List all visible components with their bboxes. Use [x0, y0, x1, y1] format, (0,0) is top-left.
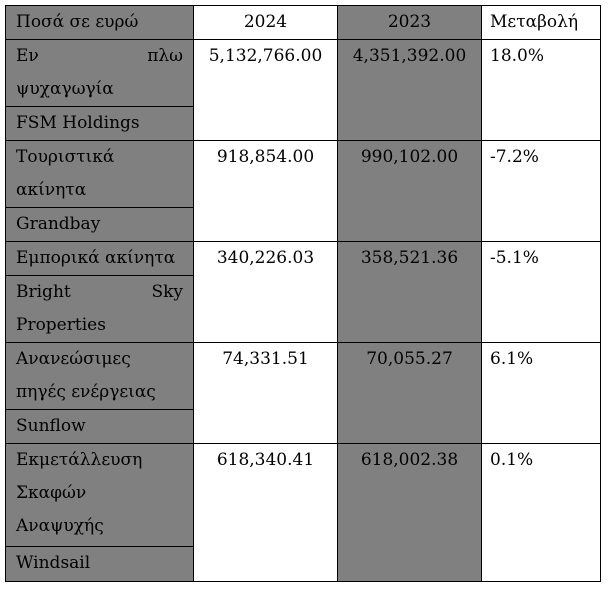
row-label-line: Εν πλω	[16, 46, 183, 66]
header-2024-cell	[193, 5, 338, 40]
header-2023-cell	[337, 5, 482, 40]
change-cell: -5.1%	[481, 241, 601, 343]
financial-table	[5, 5, 601, 582]
change-cell: 0.1%	[481, 443, 601, 582]
row-label-line: Τουριστικά	[16, 147, 115, 167]
value-2024-cell: 340,226.03	[193, 241, 338, 343]
company-name: Grandbay	[6, 207, 193, 242]
change-cell: -7.2%	[481, 140, 601, 242]
header-change-cell	[481, 5, 601, 40]
company-name-line: Properties	[16, 315, 106, 335]
value-2023-cell: 618,002.38	[337, 443, 482, 582]
row-label-cell	[5, 241, 194, 343]
value-2024-cell: 618,340.41	[193, 443, 338, 582]
row-label-cell	[5, 140, 194, 242]
value-2023-cell: 4,351,392.00	[337, 39, 482, 141]
company-name: Sunflow	[6, 409, 193, 444]
row-label-line: πηγές ενέργειας	[16, 382, 156, 402]
company-name: FSM Holdings	[6, 106, 193, 141]
row-label-cell	[5, 39, 194, 141]
row-label-line: ακίνητα	[16, 180, 87, 200]
company-name: Windsail	[6, 546, 193, 582]
value-2024-cell: 918,854.00	[193, 140, 338, 242]
row-label-line: Εκμετάλλευση	[16, 450, 143, 470]
row-label-line: Σκαφών	[16, 483, 87, 503]
row-label-cell	[5, 443, 194, 582]
value-2023-cell: 70,055.27	[337, 342, 482, 444]
row-label-line: Ανανεώσιμες	[16, 349, 131, 369]
header-change: Μεταβολή	[490, 12, 579, 32]
change-cell: 6.1%	[481, 342, 601, 444]
header-label-cell	[5, 5, 194, 40]
value-2024-cell: 74,331.51	[193, 342, 338, 444]
header-label: Ποσά σε ευρώ	[16, 12, 139, 32]
header-year-2024: 2024	[243, 12, 288, 32]
row-label-line: Εμπορικά ακίνητα	[16, 248, 176, 268]
value-2023-cell: 990,102.00	[337, 140, 482, 242]
row-label-line: Αναψυχής	[16, 516, 104, 536]
row-label-cell	[5, 342, 194, 444]
header-year-2023: 2023	[387, 12, 432, 32]
company-name: Bright Sky	[6, 275, 193, 309]
value-2024-cell: 5,132,766.00	[193, 39, 338, 141]
change-cell: 18.0%	[481, 39, 601, 141]
row-label-line: ψυχαγωγία	[16, 79, 114, 99]
value-2023-cell: 358,521.36	[337, 241, 482, 343]
